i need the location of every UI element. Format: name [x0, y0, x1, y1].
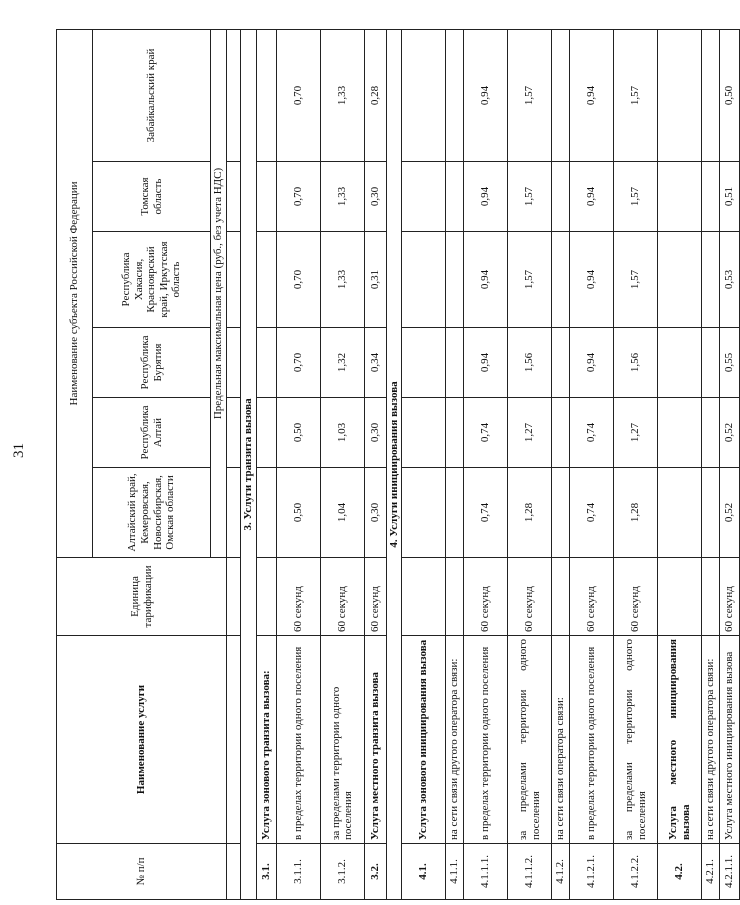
row-value: 0,50 [720, 29, 740, 161]
row-value: 1,57 [508, 29, 552, 161]
page-number [0, 430, 38, 470]
row-value: 1,32 [320, 328, 364, 398]
row-name: в пределах территории одного поселения [276, 636, 320, 844]
header-region-1: Алтайский край, Кемеровская, Новосибирская, Омская области [93, 468, 211, 558]
table-row [320, 29, 364, 899]
row-num: 4.1.1. [446, 844, 464, 900]
section-title: 3. Услуги транзита вызова [241, 29, 257, 899]
row-value: 0,55 [720, 328, 740, 398]
row-num: 4.2. [658, 844, 702, 900]
row-value: 0,94 [570, 328, 614, 398]
row-value: 0,70 [276, 232, 320, 328]
row-value: 0,31 [364, 232, 386, 328]
row-unit: 60 секунд [570, 558, 614, 636]
row-num: 3.1. [256, 844, 276, 900]
table-row [552, 29, 570, 899]
row-name: за пределами территории одного поселения [320, 636, 364, 844]
table-row [720, 29, 740, 899]
row-value: 0,70 [276, 29, 320, 161]
row-num: 4.1.1.2. [508, 844, 552, 900]
row-unit: 60 секунд [464, 558, 508, 636]
row-name: в пределах территории одного поселения [464, 636, 508, 844]
row-value: 0,70 [276, 162, 320, 232]
tariff-table [56, 29, 740, 900]
row-value: 1,28 [614, 468, 658, 558]
header-subject: Наименование субъекта Российской Федерации [57, 29, 93, 557]
row-name: на сети связи другого оператора связи: [446, 636, 464, 844]
row-value: 0,94 [464, 232, 508, 328]
row-name: за пределами территории одного поселения [508, 636, 552, 844]
row-value: 1,57 [614, 232, 658, 328]
header-price-note: Предельная максимальная цена (руб., без учета НДС) [211, 29, 227, 557]
table-row [276, 29, 320, 899]
row-value: 0,94 [464, 162, 508, 232]
row-value: 1,33 [320, 162, 364, 232]
row-value: 0,94 [464, 29, 508, 161]
row-name: Услуга местного инициирования вызова [658, 636, 702, 844]
section-row [241, 29, 257, 899]
row-value: 1,57 [508, 162, 552, 232]
row-unit: 60 секунд [320, 558, 364, 636]
section-row [386, 29, 402, 899]
row-num: 4.1.2.1. [570, 844, 614, 900]
row-value: 0,50 [276, 468, 320, 558]
row-name: Услуга местного инициирования вызова [720, 636, 740, 844]
row-value: 0,53 [720, 232, 740, 328]
row-value: 1,56 [614, 328, 658, 398]
row-value: 0,30 [364, 468, 386, 558]
row-value: 0,52 [720, 468, 740, 558]
table-row [702, 29, 720, 899]
row-name: Услуга зонового инициирования вызова [402, 636, 446, 844]
row-value: 0,74 [570, 468, 614, 558]
row-value: 0,94 [464, 328, 508, 398]
row-unit: 60 секунд [276, 558, 320, 636]
row-value: 0,74 [464, 468, 508, 558]
table-row [658, 29, 702, 899]
row-value: 0,74 [464, 398, 508, 468]
table-row [256, 29, 276, 899]
row-value: 0,30 [364, 398, 386, 468]
row-num: 3.2. [364, 844, 386, 900]
row-num: 4.1.2. [552, 844, 570, 900]
row-value: 0,50 [276, 398, 320, 468]
row-name: на сети связи другого оператора связи: [702, 636, 720, 844]
row-value: 1,33 [320, 29, 364, 161]
row-num: 3.1.1. [276, 844, 320, 900]
table-row [464, 29, 508, 899]
row-num: 4.2.1. [702, 844, 720, 900]
row-num: 4.1.1.1. [464, 844, 508, 900]
blank-row [227, 29, 241, 899]
row-value: 1,57 [508, 232, 552, 328]
table-row [614, 29, 658, 899]
row-name: Услуга местного транзита вызова [364, 636, 386, 844]
table-row [402, 29, 446, 899]
row-unit: 60 секунд [508, 558, 552, 636]
rotated-table-container [56, 30, 736, 900]
row-name: за пределами территории одного поселения [614, 636, 658, 844]
row-value: 0,52 [720, 398, 740, 468]
row-value: 1,27 [614, 398, 658, 468]
header-region-2: Республика Алтай [93, 398, 211, 468]
header-unit: Единица тарификации [57, 558, 227, 636]
row-name: на сети связи оператора связи: [552, 636, 570, 844]
row-value: 1,27 [508, 398, 552, 468]
table-row [570, 29, 614, 899]
row-value: 1,57 [614, 29, 658, 161]
row-value: 1,03 [320, 398, 364, 468]
section-title: 4. Услуги инициирования вызова [386, 29, 402, 899]
row-value: 0,94 [570, 162, 614, 232]
row-value: 0,70 [276, 328, 320, 398]
tariff-table-frame [56, 30, 736, 900]
table-row [508, 29, 552, 899]
row-num: 4.1.2.2. [614, 844, 658, 900]
header-region-4: Республика Хакасия, Красноярский край, Иркутская область [93, 232, 211, 328]
header-region-6: Забайкальский край [93, 29, 211, 161]
row-value: 0,94 [570, 232, 614, 328]
row-unit: 60 секунд [614, 558, 658, 636]
header-num: № п/п [57, 844, 227, 900]
table-row [364, 29, 386, 899]
row-value: 0,74 [570, 398, 614, 468]
row-value: 1,57 [614, 162, 658, 232]
row-value: 0,51 [720, 162, 740, 232]
page-number-text: 31 [10, 442, 27, 458]
header-region-5: Томская область [93, 162, 211, 232]
row-name: Услуга зонового транзита вызова: [256, 636, 276, 844]
row-value: 1,04 [320, 468, 364, 558]
table-row [446, 29, 464, 899]
row-unit: 60 секунд [364, 558, 386, 636]
row-value: 1,56 [508, 328, 552, 398]
row-value: 1,33 [320, 232, 364, 328]
row-num: 3.1.2. [320, 844, 364, 900]
row-num: 4.2.1.1. [720, 844, 740, 900]
row-value: 1,28 [508, 468, 552, 558]
row-name: в пределах территории одного поселения [570, 636, 614, 844]
row-value: 0,28 [364, 29, 386, 161]
header-region-3: Республика Бурятия [93, 328, 211, 398]
header-service: Наименование услуги [57, 636, 227, 844]
row-value: 0,30 [364, 162, 386, 232]
row-num: 4.1. [402, 844, 446, 900]
row-value: 0,34 [364, 328, 386, 398]
row-unit: 60 секунд [720, 558, 740, 636]
row-value: 0,94 [570, 29, 614, 161]
